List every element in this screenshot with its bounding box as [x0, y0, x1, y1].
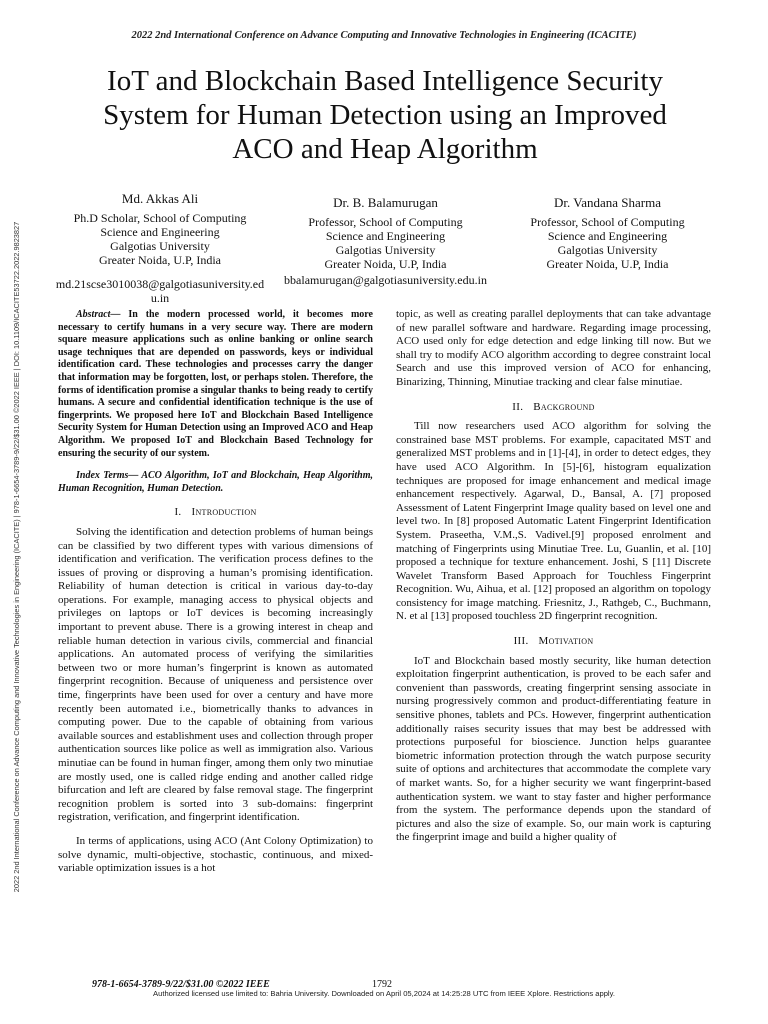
doi-sidebar-text: 2022 2nd International Conference on Advance Computing and Innovative Technologies in Engineering (ICACITE) | 978-1-6654-3789-9/22/$31.00 ©2022 IEEE | DOI: 10.1109/ICACITE53722.2022.9823827 [12, 221, 21, 893]
footer-isbn: 978-1-6654-3789-9/22/$31.00 ©2022 IEEE [92, 979, 270, 990]
author-university: Galgotias University [335, 243, 436, 257]
intro-paragraph-2-continued: topic, as well as creating parallel deployments that can take advantage of new parallel software and hardware. Regarding image processing, ACO used only for edge detection and edge linking till now. But we shall try to modify ACO algorithm according to degree constraint local Search and use this improved version of ACO for enhancing, Binarizing, Thinning, Minutiae tracking and clear false minutiae. [396, 308, 711, 388]
author-dept: Science and Engineering [325, 229, 446, 243]
section-number: III. [513, 635, 529, 648]
author-email[interactable]: bbalamurugan@galgotiasuniversity.edu.in [284, 273, 487, 287]
motivation-paragraph: IoT and Blockchain based mostly security, like human detection exploitation fingerprint authentication, is proved to be each safer and convenient than passwords, creating fingerprint sensing associate in nursing progressively common and product-differentiating feature in sensitive phones, tablets and PCs. However, fingerprint authentication additionally raises security issues that may best be addressed with protections purposeful for bioscience. Junction helps guarantee biometric information protection through the watch purpose security suite of options and architectures that accommodate the complete vary of market wants. So, for a higher security we want fingerprint-based authentication system. we want to stay faster and higher performance from the system. The performance depends upon the standard of pictures and also the size of example. So, our main work is capturing the fingerprint image and build a higher quality of [396, 654, 711, 844]
author-block-3 [500, 196, 715, 271]
section-number: II. [512, 400, 524, 413]
section-title: Introduction [191, 506, 257, 519]
author-name: Dr. Vandana Sharma [554, 195, 661, 210]
page-number: 1792 [372, 979, 392, 990]
index-terms-lead: Index Terms— [76, 470, 139, 482]
section-heading-motivation [396, 635, 711, 649]
author-block-2 [278, 196, 493, 287]
index-terms [58, 470, 373, 495]
intro-paragraph-1: Solving the identification and detection problems of human beings can be classified by two different types with various dimensions of identification and verification. The verification process defines to the issues of proving or disproving a human’s promising identification. Reliability of human detection is critical in various day-to-day operations. For example, managing access to physical objects and privileges on laptops or IoT devices is becoming increasingly important to prevent abuse. There is a growing interest in cheap and reliable human detection in various civils, commercial and financial applications. An automated process of verifying the similarities between two or more human’s fingerprint is known as automated fingerprint recognition. Because of uniqueness and persistence over time, fingerprints have been used for over a century and have more recently been automated i.e., biometrically thanks to advances in computing power. Due to the capable of obtaining from various available sources and establishment uses and collection through proper authentication sources like police as well as immigration also. Various minutiae can be found in human finger, among them only two minutiae are mostly used, one is called ridge ending and another called ridge bifurcation and left are cleared by false removal stage. The fingerprint recognition problem is sorted into 3 sub-domains: fingerprint registration, verification, and fingerprint identification. [58, 525, 373, 824]
author-university: Galgotias University [110, 239, 210, 253]
section-number: I. [174, 506, 182, 519]
intro-paragraph-2: In terms of applications, using ACO (Ant Colony Optimization) to solve dynamic, multi-objective, stochastic, continuous, and mixed-variable optimization issues is a hot [58, 834, 373, 875]
index-terms-text: ACO Algorithm, IoT and Blockchain, Heap Algorithm, Human Recognition, Human Detection. [58, 470, 373, 494]
author-location: Greater Noida, U.P, India [324, 257, 447, 271]
background-paragraph: Till now researchers used ACO algorithm for solving the constrained base MST problems. For example, capacitated MST and generalized MST problems and in [1]-[4], in order to detect edges, they have used ACO Algorithm. In [5]-[6], histogram equalization techniques are proposed for image enhancement and medical image enhancement respectively. Agarwal, D., Bansal, A. [7] proposed Assessment of Latent Fingerprint Image quality based on level one and level two. In [8] proposed Automatic Latent Fingerprint Identification System. Praseetha, V.M.,S. Vadivel.[9] proposed enrolment and matching of Fingerprints using Minutiae Tree. Lu, Guanlin, et al. [10] proposed a technique for texture enhancement. Joshi, S [11] Discrete Wavelet Transform Based Approach for Touchless Fingerprint Recognition. Wu, Aihua, et al. [12] proposed an algorithm on topology consistency for image matching. Friesnitz, J., Rathgeb, C., Buchmann, N. et al [13] proposed touchless 2D fingerprint recognition. [396, 420, 711, 623]
author-university: Galgotias University [557, 243, 658, 257]
doi-sidebar [10, 152, 26, 962]
section-heading-background [396, 401, 711, 415]
author-name: Md. Akkas Ali [121, 191, 199, 206]
author-position: Professor, School of Computing [530, 215, 685, 229]
author-position: Professor, School of Computing [308, 215, 463, 229]
abstract [58, 309, 373, 460]
abstract-text: In the modern processed world, it becomes more necessary to certify humans in a very secure way. There are modern square measure applications such as online banking or online search usage techniques that are depended on passwords, keys or individual identification card. These technologies and processes carry the danger that information may be forgotten, lost, or perhaps stolen. Therefore, the forms of identification promise a singular thanks to being ready to certify humans. A secure and confidential identification technique is the use of fingerprints. We proposed here IoT and Blockchain Based Intelligence Security System for Human Detection using an Improved ACO and Heap Algorithm. We proposed IoT and Blockchain Based Technology for ensuring the security of our system. [58, 309, 373, 459]
author-email[interactable]: md.21scse3010038@galgotiasuniversity.edu.in [55, 277, 265, 305]
abstract-lead: Abstract— [76, 309, 121, 320]
author-dept: Science and Engineering [100, 225, 220, 239]
left-column [58, 309, 373, 886]
license-notice: Authorized licensed use limited to: Bahria University. Downloaded on April 05,2024 at 14:25:28 UTC from IEEE Xplore. Restrictions apply. [153, 989, 615, 998]
author-location: Greater Noida, U.P, India [99, 253, 221, 267]
author-dept: Science and Engineering [547, 229, 668, 243]
section-heading-introduction [58, 506, 373, 520]
conference-header: 2022 2nd International Conference on Advance Computing and Innovative Technologies in Engineering (ICACITE) [131, 30, 637, 41]
paper-title: IoT and Blockchain Based Intelligence Security System for Human Detection using an Improved ACO and Heap Algorithm [103, 65, 667, 165]
right-column [396, 308, 711, 855]
author-name: Dr. B. Balamurugan [333, 195, 438, 210]
section-title: Motivation [538, 635, 594, 648]
section-title: Background [533, 400, 595, 413]
author-block-1 [55, 192, 265, 305]
author-position: Ph.D Scholar, School of Computing [73, 211, 247, 225]
author-location: Greater Noida, U.P, India [546, 257, 669, 271]
